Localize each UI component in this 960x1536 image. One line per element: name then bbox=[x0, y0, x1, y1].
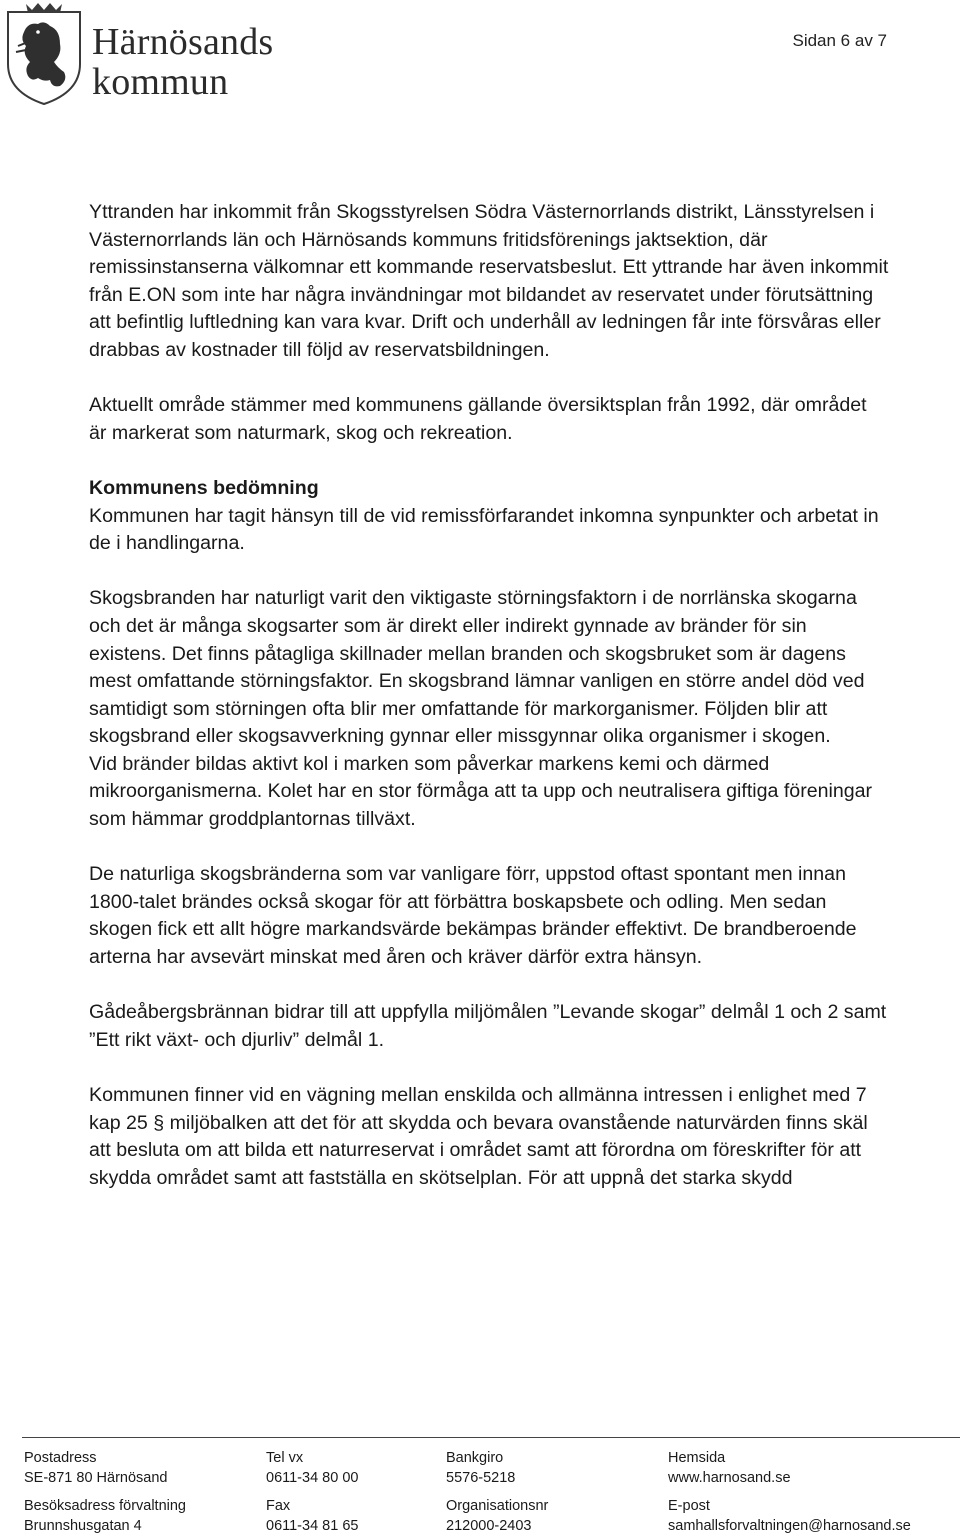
page-number: Sidan 6 av 7 bbox=[792, 31, 887, 50]
coat-of-arms-icon bbox=[4, 2, 84, 106]
besoksadress-label: Besöksadress förvaltning bbox=[24, 1498, 186, 1514]
document-body bbox=[89, 199, 889, 1192]
paragraph-miljomal: Gådeåbergsbrännan bidrar till att uppfylla miljömålen ”Levande skogar” delmål 1 och 2 samt ”Ett rikt växt- och djurliv” delmål 1. bbox=[89, 1001, 887, 1051]
paragraph-bedomning: Kommunen har tagit hänsyn till de vid remissförfarandet inkomna synpunkter och arbetat in de i handlingarna. bbox=[89, 504, 879, 555]
postadress-value: SE-871 80 Härnösand bbox=[24, 1470, 168, 1486]
fax-label: Fax bbox=[266, 1498, 291, 1514]
bankgiro-label: Bankgiro bbox=[446, 1450, 504, 1466]
paragraph-naturliga-brander: De naturliga skogsbränderna som var vanligare förr, uppstod oftast spontant men innan 1800-talet brändes också skogar för att förbättra boskapsbete och odling. Men sedan skogen fick ett allt högre markandsvärde bekämpas bränder effektivt. De brandberoende arterna har avsevärt minskat med åren och kräver därför extra hänsyn. bbox=[89, 863, 857, 969]
epost-label: E-post bbox=[668, 1498, 710, 1514]
logo-line-2: kommun bbox=[92, 61, 229, 103]
paragraph-aktivt-kol: Vid bränder bildas aktivt kol i marken som påverkar markens kemi och därmed mikroorganismerna. Kolet har en stor förmåga att ta upp och neutralisera giftiga föreningar som hämmar groddplantornas tillväxt. bbox=[89, 752, 873, 831]
fax-value: 0611-34 81 65 bbox=[266, 1518, 359, 1534]
orgnr-value: 212000-2403 bbox=[446, 1518, 532, 1534]
logo-line-1: Härnösands bbox=[92, 21, 274, 63]
tel-label: Tel vx bbox=[266, 1450, 304, 1466]
municipality-logo bbox=[4, 2, 304, 107]
paragraph-oversiktsplan: Aktuellt område stämmer med kommunens gällande översiktsplan från 1992, där området är markerat som naturmark, skog och rekreation. bbox=[89, 394, 867, 444]
paragraph-skogsbrand: Skogsbranden har naturligt varit den viktigaste störningsfaktorn i de norrlänska skogarna och det är många skogsarter som är direkt eller indirekt gynnade av bränder för sin existens. Det finns påtagliga skillnader mellan branden och skogsbruket som är dagens mest omfattande störningsfaktor. En skogsbrand lämnar vanligen en större andel död ved samtidigt som störningen ofta blir mer omfattande för markorganismer. Följden blir att skogsbrand eller skogsavverkning gynnar eller missgynnar olika organismer i skogen. bbox=[89, 587, 865, 748]
epost-link[interactable]: samhallsforvaltningen@harnosand.se bbox=[668, 1518, 911, 1534]
postadress-label: Postadress bbox=[24, 1450, 97, 1466]
bankgiro-value: 5576-5218 bbox=[446, 1470, 516, 1486]
orgnr-label: Organisationsnr bbox=[446, 1498, 549, 1514]
hemsida-link[interactable]: www.harnosand.se bbox=[668, 1470, 791, 1486]
tel-value: 0611-34 80 00 bbox=[266, 1470, 359, 1486]
footer-divider bbox=[22, 1437, 960, 1438]
section-heading: Kommunens bedömning bbox=[89, 476, 319, 499]
paragraph-remissvar: Yttranden har inkommit från Skogsstyrelsen Södra Västernorrlands distrikt, Länsstyrelsen i Västernorrlands län och Härnösands kommuns fritidsförenings jaktsektion, där remissinstanserna välkomnar ett kommande reservatsbeslut. Ett yttrande har även inkommit från E.ON som inte har några invändningar mot bildandet av reservatet under förutsättning att befintlig luftledning kan vara kvar. Drift och underhåll av ledningen får inte försvåras eller drabbas av kostnader till följd av reservatsbildningen. bbox=[89, 201, 889, 361]
hemsida-label: Hemsida bbox=[668, 1450, 726, 1466]
besoksadress-value: Brunnshusgatan 4 bbox=[24, 1518, 142, 1534]
paragraph-avvagning: Kommunen finner vid en vägning mellan enskilda och allmänna intressen i enlighet med 7 kap 25 § miljöbalken att det för att skydda och bevara ovanstående naturvärden finns skäl att besluta om att bilda ett naturreservat i området samt att förordna om föreskrifter för att skydda området samt att fastställa en skötselplan. För att uppnå det starka skydd bbox=[89, 1084, 868, 1189]
